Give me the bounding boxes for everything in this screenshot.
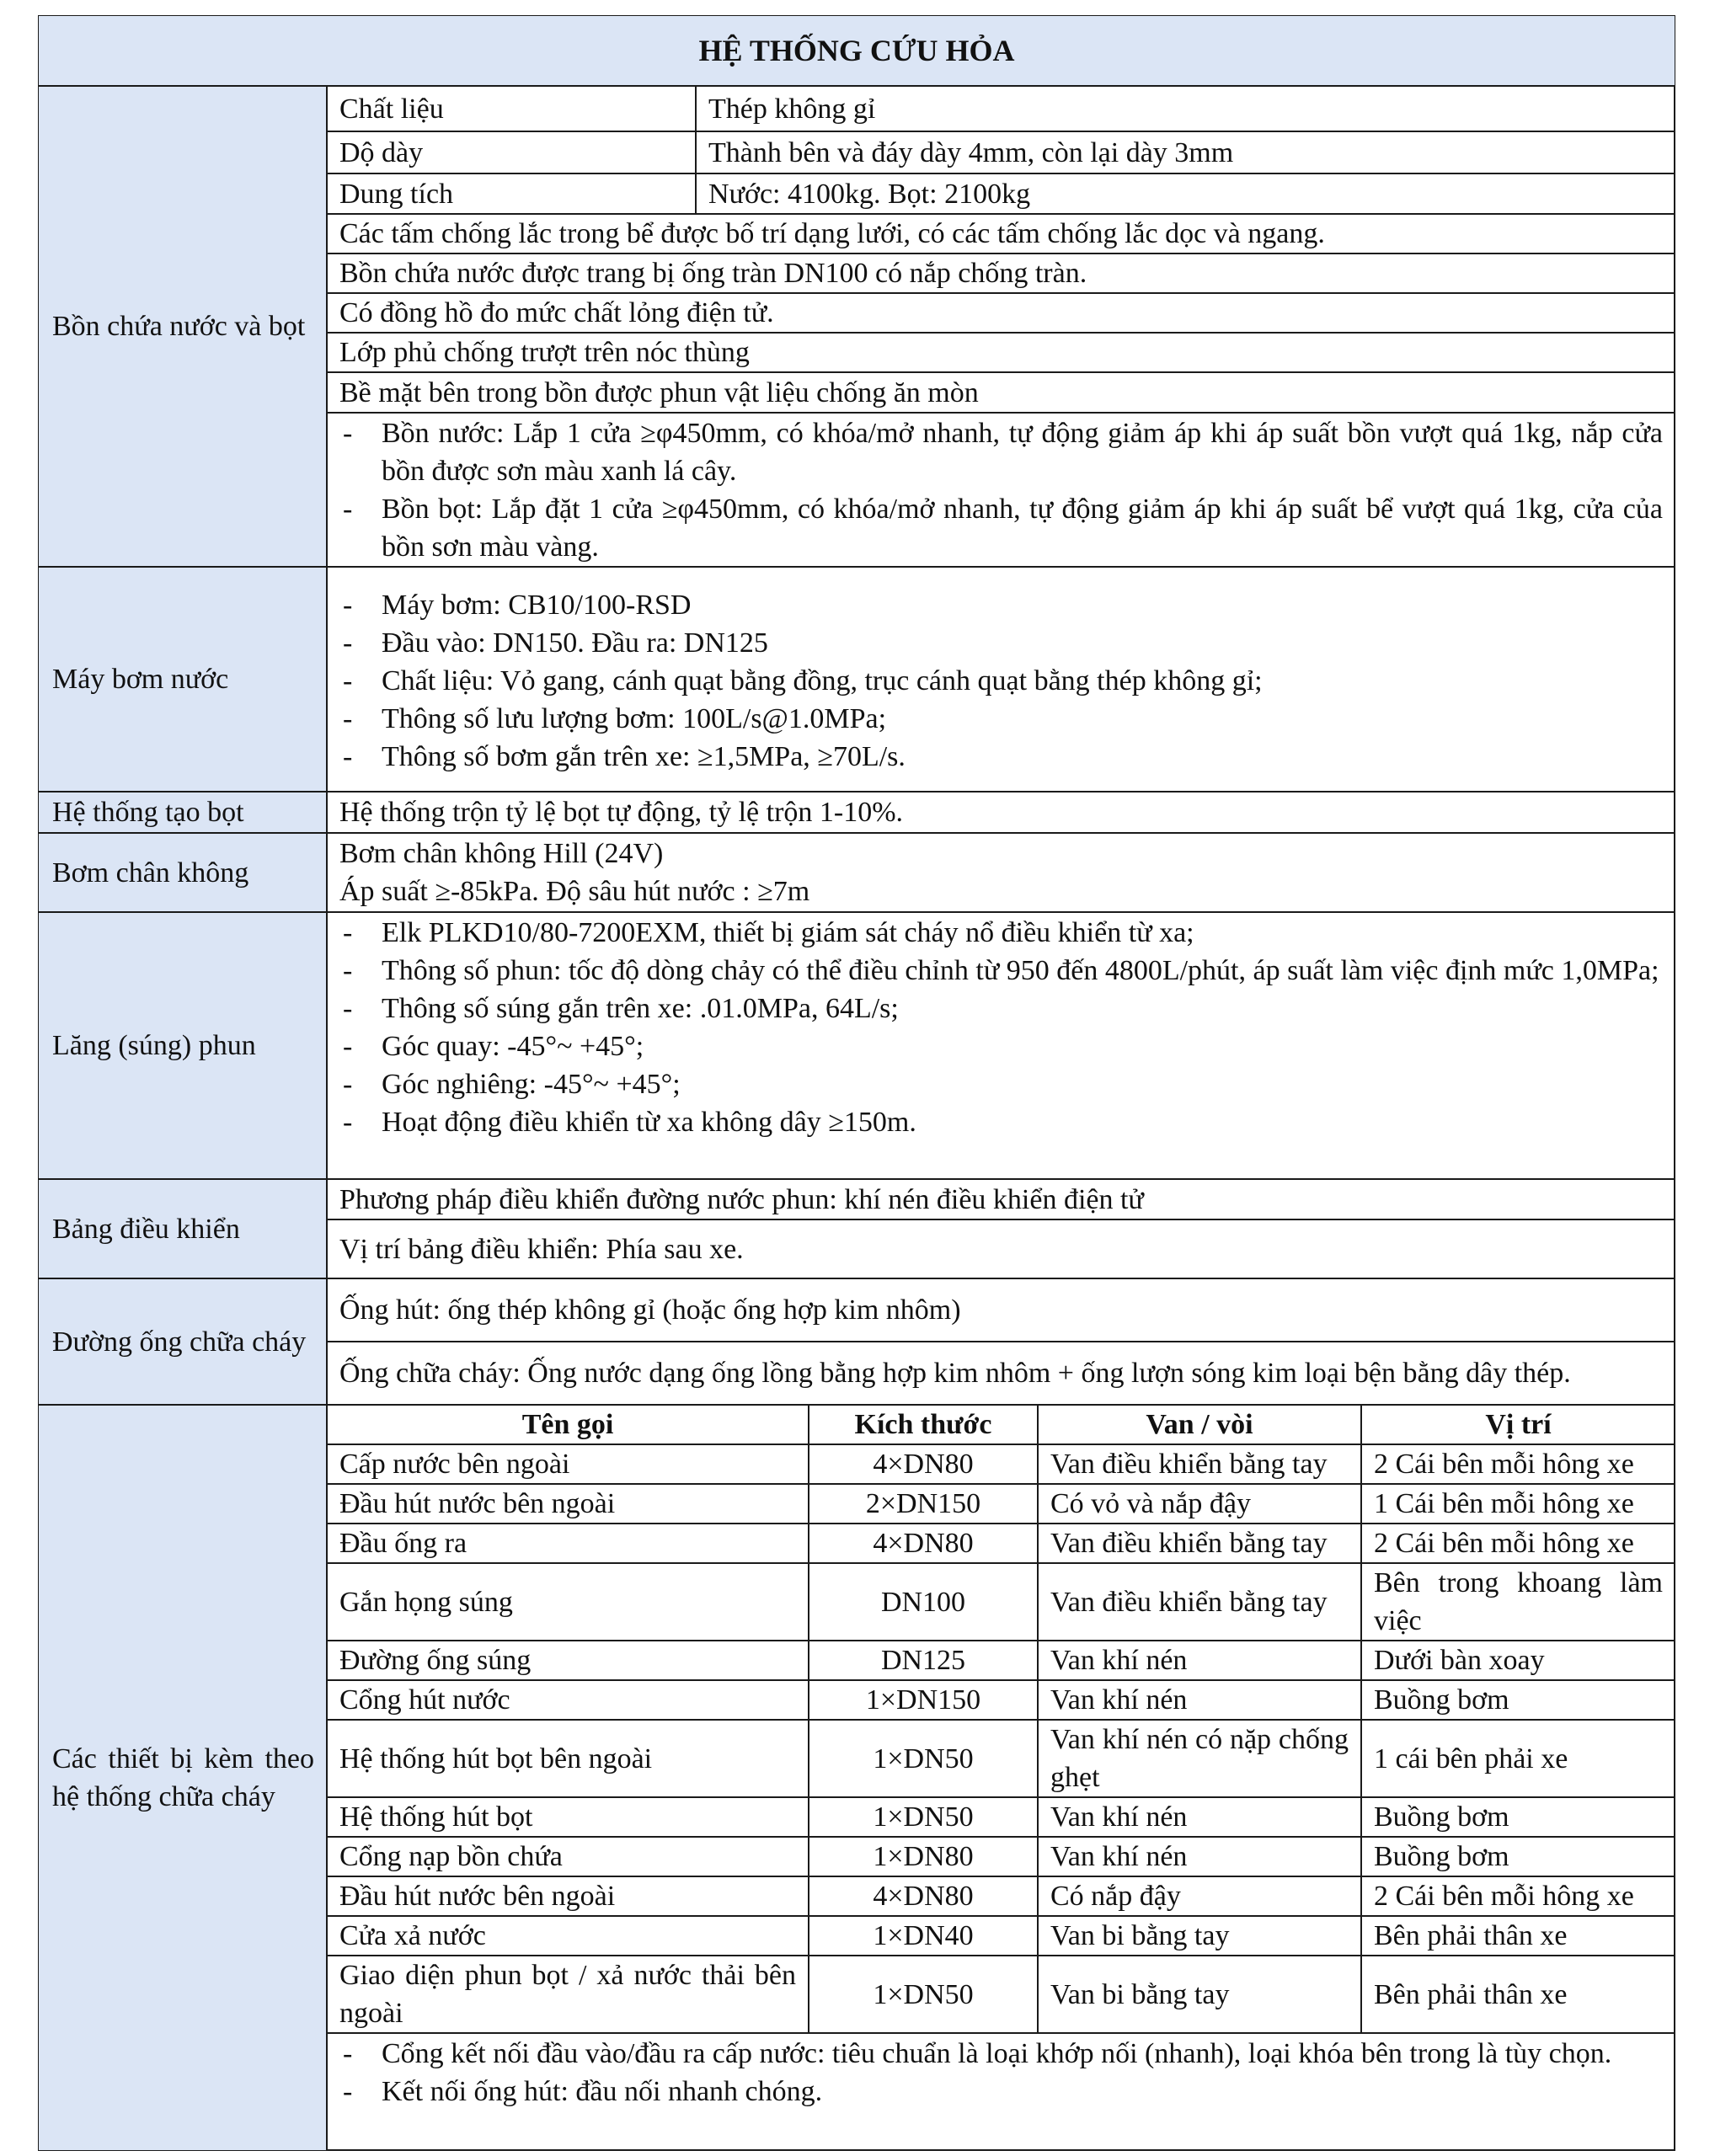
table-cell: Buồng bơm bbox=[1361, 1837, 1675, 1876]
table-cell: Cửa xả nước bbox=[327, 1916, 809, 1956]
col-header-location: Vị trí bbox=[1361, 1405, 1675, 1444]
foam-spec: Hệ thống trộn tỷ lệ bọt tự động, tỷ lệ trộn 1-10%. bbox=[327, 792, 1675, 833]
tank-note: Bồn chứa nước được trang bị ống tràn DN100 có nắp chống tràn. bbox=[327, 253, 1675, 293]
label-pump-text: Máy bơm nước bbox=[52, 664, 229, 695]
label-tank bbox=[38, 86, 327, 567]
table-cell: Buồng bơm bbox=[1361, 1797, 1675, 1837]
table-cell: 1×DN50 bbox=[809, 1720, 1038, 1797]
tank-prop-value: Thành bên và đáy dày 4mm, còn lại dày 3mm bbox=[696, 131, 1675, 173]
list-item: - Góc quay: -45°~ +45°; bbox=[339, 1027, 1663, 1065]
label-equipment bbox=[38, 1405, 327, 2151]
list-item: - Thông số phun: tốc độ dòng chảy có thể điều chỉnh từ 950 đến 4800L/phút, áp suất làm việc định mức 1,0MPa; bbox=[339, 952, 1663, 990]
table-cell: 4×DN80 bbox=[809, 1876, 1038, 1916]
table-cell: Có nắp đậy bbox=[1038, 1876, 1361, 1916]
table-cell: 1×DN150 bbox=[809, 1680, 1038, 1720]
list-item: - Góc nghiêng: -45°~ +45°; bbox=[339, 1065, 1663, 1103]
table-cell: 2 Cái bên mỗi hông xe bbox=[1361, 1444, 1675, 1484]
table-cell: Hệ thống hút bọt bbox=[327, 1797, 809, 1837]
list-item: - Bồn nước: Lắp 1 cửa ≥φ450mm, có khóa/mở nhanh, tự động giảm áp khi áp suất bồn vượt quá 1kg, nắp cửa bồn được sơn màu xanh lá cây. bbox=[339, 414, 1663, 490]
table-cell: Bên phải thân xe bbox=[1361, 1916, 1675, 1956]
col-header-valve: Van / vòi bbox=[1038, 1405, 1361, 1444]
table-cell: Buồng bơm bbox=[1361, 1680, 1675, 1720]
panel-spec: Phương pháp điều khiển đường nước phun: khí nén điều khiển điện tử bbox=[327, 1179, 1675, 1219]
tank-note: Có đồng hồ đo mức chất lỏng điện tử. bbox=[327, 293, 1675, 333]
table-cell: 1 cái bên phải xe bbox=[1361, 1720, 1675, 1797]
label-piping-text: Đường ống chữa cháy bbox=[52, 1326, 307, 1358]
piping-spec: Ống hút: ống thép không gỉ (hoặc ống hợp kim nhôm) bbox=[327, 1278, 1675, 1342]
table-cell: Đầu hút nước bên ngoài bbox=[327, 1876, 809, 1916]
list-item: - Thông số lưu lượng bơm: 100L/s@1.0MPa; bbox=[339, 700, 1663, 738]
label-vacuum-text: Bơm chân không bbox=[52, 857, 249, 889]
table-title: HỆ THỐNG CỨU HỎA bbox=[38, 15, 1675, 86]
label-piping bbox=[38, 1278, 327, 1405]
label-tank-text: Bồn chứa nước và bọt bbox=[52, 311, 306, 342]
table-cell: Có vỏ và nắp đậy bbox=[1038, 1484, 1361, 1524]
list-item: - Thông số súng gắn trên xe: .01.0MPa, 64L/s; bbox=[339, 990, 1663, 1027]
list-item: - Cổng kết nối đầu vào/đầu ra cấp nước: tiêu chuẩn là loại khớp nối (nhanh), loại khóa bên trong là tùy chọn. bbox=[339, 2035, 1663, 2073]
list-item: - Kết nối ống hút: đầu nối nhanh chóng. bbox=[339, 2073, 1663, 2111]
list-item: - Chất liệu: Vỏ gang, cánh quạt bằng đồng, trục cánh quạt bằng thép không gỉ; bbox=[339, 662, 1663, 700]
table-cell bbox=[1038, 1720, 1361, 1797]
table-cell-text: Bên trong khoang làm việc bbox=[1374, 1567, 1663, 1636]
monitor-spec-list bbox=[327, 912, 1675, 1179]
table-cell: Đầu ống ra bbox=[327, 1524, 809, 1563]
list-item: - Elk PLKD10/80-7200EXM, thiết bị giám sát cháy nổ điều khiển từ xa; bbox=[339, 914, 1663, 952]
list-item: - Bồn bọt: Lắp đặt 1 cửa ≥φ450mm, có khóa/mở nhanh, tự động giảm áp khi áp suất bể vượt quá 1kg, cửa của bồn sơn màu vàng. bbox=[339, 490, 1663, 566]
table-cell: Van điều khiển bằng tay bbox=[1038, 1563, 1361, 1641]
col-header-size: Kích thước bbox=[809, 1405, 1038, 1444]
vacuum-line: Áp suất ≥-85kPa. Độ sâu hút nước : ≥7m bbox=[339, 876, 810, 907]
label-foam bbox=[38, 792, 327, 833]
table-cell: DN125 bbox=[809, 1641, 1038, 1680]
table-cell-text: Van khí nén có nặp chống ghẹt bbox=[1050, 1724, 1349, 1793]
panel-spec: Vị trí bảng điều khiển: Phía sau xe. bbox=[327, 1219, 1675, 1278]
label-vacuum bbox=[38, 833, 327, 912]
table-cell: Gắn họng súng bbox=[327, 1563, 809, 1641]
table-cell: Van khí nén bbox=[1038, 1797, 1361, 1837]
table-cell: Van khí nén bbox=[1038, 1641, 1361, 1680]
table-cell: Hệ thống hút bọt bên ngoài bbox=[327, 1720, 809, 1797]
piping-spec: Ống chữa cháy: Ống nước dạng ống lồng bằng hợp kim nhôm + ống lượn sóng kim loại bện bằng dây thép. bbox=[327, 1342, 1675, 1405]
table-cell: 1×DN80 bbox=[809, 1837, 1038, 1876]
tank-prop-name: Dung tích bbox=[327, 173, 696, 214]
table-cell: Van khí nén bbox=[1038, 1837, 1361, 1876]
tank-note: Bề mặt bên trong bồn được phun vật liệu chống ăn mòn bbox=[327, 372, 1675, 413]
tank-hatch-list bbox=[327, 413, 1675, 567]
table-cell: Van bi bằng tay bbox=[1038, 1956, 1361, 2033]
label-equipment-text: Các thiết bị kèm theo hệ thống chữa cháy bbox=[52, 1743, 314, 1812]
table-cell: 1 Cái bên mỗi hông xe bbox=[1361, 1484, 1675, 1524]
table-cell: 2×DN150 bbox=[809, 1484, 1038, 1524]
table-cell-text: Giao diện phun bọt / xả nước thải bên ngoài bbox=[339, 1960, 796, 2029]
equipment-notes bbox=[327, 2033, 1675, 2151]
table-cell: Van điều khiển bằng tay bbox=[1038, 1444, 1361, 1484]
table-cell: Dưới bàn xoay bbox=[1361, 1641, 1675, 1680]
table-cell: Bên phải thân xe bbox=[1361, 1956, 1675, 2033]
list-item: - Thông số bơm gắn trên xe: ≥1,5MPa, ≥70L/s. bbox=[339, 738, 1663, 776]
label-panel bbox=[38, 1179, 327, 1278]
table-cell: Cổng nạp bồn chứa bbox=[327, 1837, 809, 1876]
tank-prop-value: Thép không gỉ bbox=[696, 86, 1675, 131]
col-header-name: Tên gọi bbox=[327, 1405, 809, 1444]
vacuum-spec bbox=[327, 833, 1675, 912]
label-monitor bbox=[38, 912, 327, 1179]
table-cell: 4×DN80 bbox=[809, 1444, 1038, 1484]
table-cell: Cổng hút nước bbox=[327, 1680, 809, 1720]
table-cell: Van điều khiển bằng tay bbox=[1038, 1524, 1361, 1563]
table-cell: 4×DN80 bbox=[809, 1524, 1038, 1563]
list-item: - Đầu vào: DN150. Đầu ra: DN125 bbox=[339, 624, 1663, 662]
label-foam-text: Hệ thống tạo bọt bbox=[52, 797, 244, 828]
list-item: - Hoạt động điều khiển từ xa không dây ≥150m. bbox=[339, 1103, 1663, 1141]
list-item: - Máy bơm: CB10/100-RSD bbox=[339, 586, 1663, 624]
pump-spec-list bbox=[327, 567, 1675, 792]
table-cell: 1×DN50 bbox=[809, 1956, 1038, 2033]
table-cell: Đường ống súng bbox=[327, 1641, 809, 1680]
table-cell: 1×DN40 bbox=[809, 1916, 1038, 1956]
tank-note: Các tấm chống lắc trong bể được bố trí dạng lưới, có các tấm chống lắc dọc và ngang. bbox=[327, 214, 1675, 253]
table-cell bbox=[1361, 1563, 1675, 1641]
tank-prop-name: Dộ dày bbox=[327, 131, 696, 173]
tank-note: Lớp phủ chống trượt trên nóc thùng bbox=[327, 333, 1675, 372]
vacuum-line: Bơm chân không Hill (24V) bbox=[339, 838, 664, 869]
table-cell: 2 Cái bên mỗi hông xe bbox=[1361, 1876, 1675, 1916]
table-cell: Đầu hút nước bên ngoài bbox=[327, 1484, 809, 1524]
tank-prop-name: Chất liệu bbox=[327, 86, 696, 131]
label-pump bbox=[38, 567, 327, 792]
label-monitor-text: Lăng (súng) phun bbox=[52, 1030, 256, 1061]
table-cell: 1×DN50 bbox=[809, 1797, 1038, 1837]
label-panel-text: Bảng điều khiển bbox=[52, 1213, 240, 1245]
table-cell: 2 Cái bên mỗi hông xe bbox=[1361, 1524, 1675, 1563]
table-cell: Van khí nén bbox=[1038, 1680, 1361, 1720]
table-cell: Van bi bằng tay bbox=[1038, 1916, 1361, 1956]
table-cell: DN100 bbox=[809, 1563, 1038, 1641]
table-cell bbox=[327, 1956, 809, 2033]
table-cell: Cấp nước bên ngoài bbox=[327, 1444, 809, 1484]
tank-prop-value: Nước: 4100kg. Bọt: 2100kg bbox=[696, 173, 1675, 214]
